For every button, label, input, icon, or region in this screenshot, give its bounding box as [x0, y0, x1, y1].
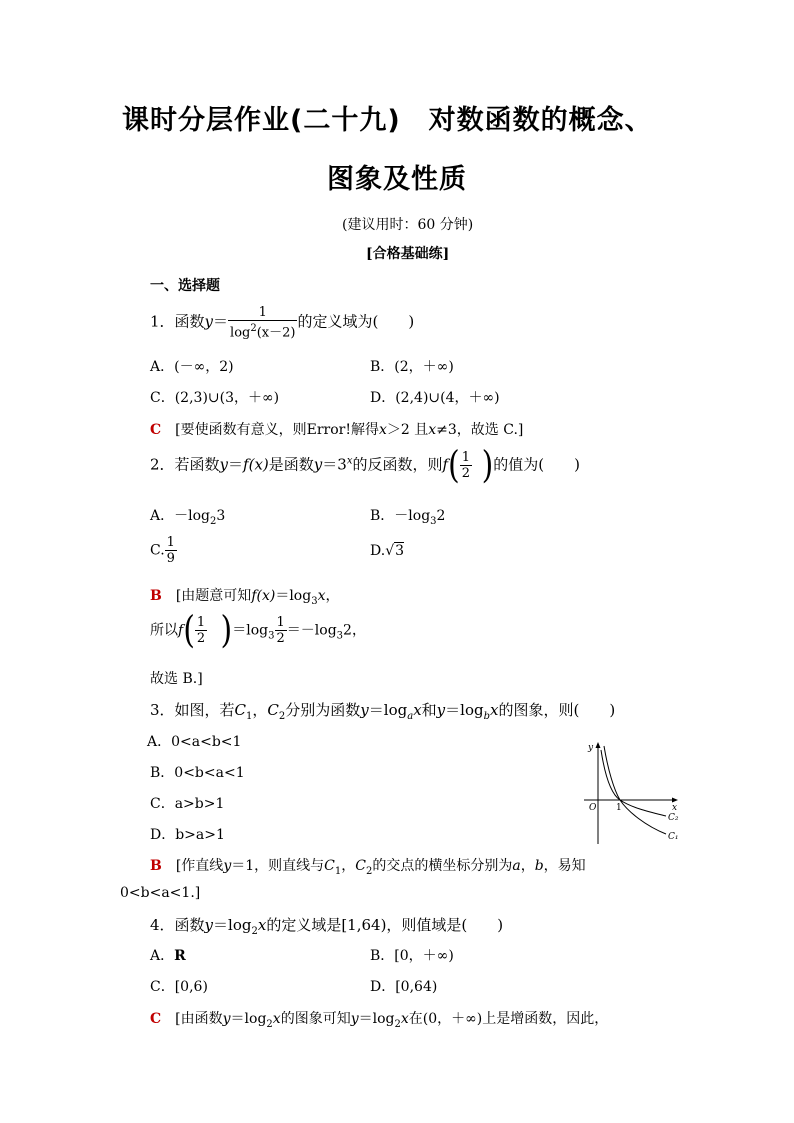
- q4-option-a: A．R: [150, 948, 186, 964]
- q1-explanation: C [要使函数有意义，则Error!解得x＞2 且x≠3，故选 C.]: [150, 422, 524, 438]
- q2-explanation-2: 所以f( $\frac{1}{2}$ )$=\log_3$ $\frac{1}{2}$ $=-\log_32$，: [150, 608, 366, 652]
- x-axis-arrow: [672, 798, 678, 803]
- section-heading: 一、选择题: [150, 278, 220, 294]
- graph-x-label: x: [672, 803, 678, 813]
- q4-option-b: B．[0，＋∞): [370, 948, 454, 964]
- graph-c1-label: C₁: [668, 832, 679, 842]
- q4-explanation: C [由函数$y=\log_2x$的图象可知$y=\log_2x$在(0，＋∞)上是增函数，因此，: [150, 1011, 609, 1030]
- q3-option-c: C．a>b>1: [150, 796, 225, 812]
- section-tag: [合格基础练]: [366, 246, 450, 262]
- q4-option-d: D．[0,64): [370, 979, 438, 995]
- q1-answer: C: [150, 422, 162, 438]
- q3-explanation-2: 0<b<a<1.]: [120, 885, 201, 901]
- q3-answer: B: [150, 858, 162, 874]
- q2-explanation-1: B [由题意可知$f(x)=\log_3x$，: [150, 588, 340, 607]
- q2-answer: B: [150, 588, 162, 604]
- curve-c2: [601, 750, 666, 816]
- q2-option-d: D.√3: [370, 543, 405, 559]
- page-title-line2: 图象及性质: [327, 164, 467, 195]
- graph-one-label: 1: [616, 803, 622, 813]
- q3-option-b: B．0<b<a<1: [150, 765, 245, 781]
- page-title-line1: 课时分层作业(二十九) 对数函数的概念、: [122, 105, 653, 136]
- q2-explanation-3: 故选 B.]: [150, 671, 203, 687]
- q3-graph: [580, 738, 690, 848]
- q1-option-d: D．(2,4)∪(4，＋∞): [370, 390, 500, 406]
- q4-stem: 4．函数$y=\log_2x$的定义域是[1,64)，则值域是( ): [150, 916, 504, 937]
- q3-option-a: A．0<a<b<1: [147, 734, 242, 750]
- q2-option-a: A．$-\log_23$: [150, 508, 226, 527]
- graph-origin-label: O: [589, 803, 597, 813]
- q3-explanation: B [作直线y＝1，则直线与$C_1$，$C_2$的交点的横坐标分别为a，b，易知: [150, 858, 586, 877]
- time-hint: (建议用时：60 分钟): [342, 217, 474, 233]
- q2-option-c: C. $\frac{1}{9}$: [150, 535, 175, 566]
- q1-option-b: B．(2，＋∞): [370, 359, 454, 375]
- q1-fraction: $\frac{1}{\log^2(x-2)}$: [230, 305, 296, 341]
- q1-option-c: C．(2,3)∪(3，＋∞): [150, 390, 280, 406]
- q1-stem: 1．函数y＝ $\frac{1}{\log^2(x-2)}$ 的定义域为( ): [150, 305, 415, 341]
- graph-y-label: y: [588, 743, 594, 753]
- q2-option-b: B．$-\log_32$: [370, 508, 446, 527]
- q4-option-c: C．[0,6): [150, 979, 208, 995]
- q2-stem: 2．若函数y＝f(x)是函数$y=3^x$的反函数，则f( $\frac{1}{2}$ )的值为( ): [150, 443, 581, 487]
- y-axis-arrow: [596, 742, 601, 748]
- q3-option-d: D．b>a>1: [150, 827, 225, 843]
- q1-option-a: A．(－∞，2): [150, 359, 234, 375]
- q4-answer: C: [150, 1011, 162, 1027]
- graph-c2-label: C₂: [668, 813, 679, 823]
- q3-stem: 3．如图，若$C_1$，$C_2$分别为函数$y=\log_ax$和$y=\log_bx$的图象，则( ): [150, 701, 616, 722]
- curve-c1: [604, 746, 666, 834]
